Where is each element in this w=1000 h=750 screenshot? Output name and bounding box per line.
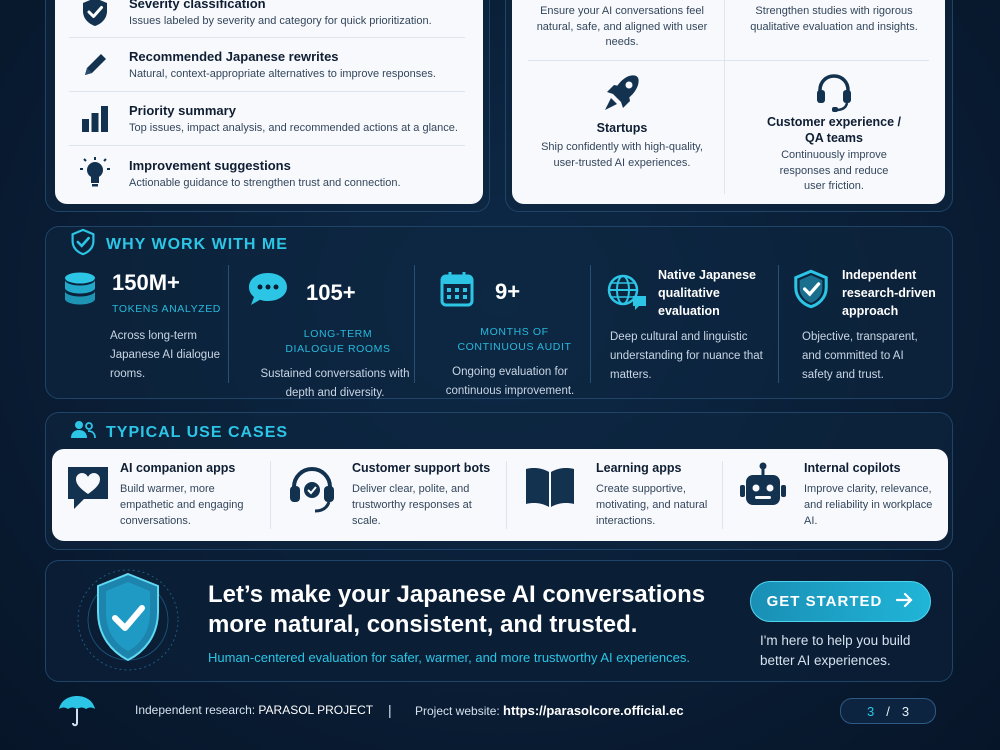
why-header [70,228,288,261]
shield-check-icon [70,228,96,261]
stat-heading: Independent research-driven approach [842,268,936,318]
project-website-link[interactable]: https://parasolcore.official.ec [503,703,684,718]
page-total: 3 [901,703,910,719]
headset-icon [740,70,928,114]
page-current: 3 [866,703,875,719]
grid-divider-h [528,60,929,61]
feature-title: Recommended Japanese rewrites [129,49,339,64]
footer-research [135,703,373,717]
audience-cell-cx [740,70,928,195]
audience-title: Startups [596,121,648,135]
use-cases-title: TYPICAL USE CASES [106,423,289,441]
cta-headline [208,580,705,665]
use-case-desc: Build warmer, more empathetic and engaging conversations. [120,483,244,527]
use-case-item [64,461,269,529]
audience-desc: Ensure your AI conversations feel natural, safe, and aligned with user needs. [536,5,708,48]
audience-card [512,0,945,204]
feature-desc: Actionable guidance to strengthen trust and connection. [129,176,401,189]
feature-title: Improvement suggestions [129,157,291,173]
use-case-desc: Create supportive, motivating, and natural interactions. [596,483,708,527]
use-case-title: Internal copilots [804,461,901,475]
feature-title: Severity classification [129,0,266,11]
get-started-label: GET STARTED [766,593,883,610]
cta-help [760,631,910,671]
stat-desc: Ongoing evaluation for continuous improvement. [445,366,575,397]
use-cases-card [52,449,948,541]
stat-divider [590,265,591,383]
use-case-item [284,461,504,529]
use-case-desc: Improve clarity, relevance, and reliability in workplace AI. [804,483,933,527]
footer-site-label: Project website: [415,704,504,718]
stat-sublabel: MONTHS OF CONTINUOUS AUDIT [457,326,572,353]
stat-months [425,270,590,401]
audience-cell-startups [532,70,712,171]
feature-row [69,38,465,92]
stat-number: 9+ [495,278,521,304]
stat-divider [228,265,229,383]
use-case-item [736,461,941,529]
feature-desc: Top issues, impact analysis, and recommended actions at a glance. [129,122,458,134]
use-case-desc: Deliver clear, polite, and trustworthy responses at scale. [352,483,472,527]
pencil-icon [69,49,121,81]
footer-site [415,703,684,718]
rocket-icon [532,70,712,116]
stat-number: 150M+ [112,270,180,295]
bar-chart-icon [69,103,121,135]
stat-desc: Sustained conversations with depth and diversity. [260,368,410,399]
book-icon [522,461,596,529]
page-separator: / [886,703,890,719]
why-title: WHY WORK WITH ME [106,235,288,253]
get-started-button[interactable] [750,581,931,622]
feature-row [69,146,465,200]
globe-chat-icon [606,270,648,317]
stat-desc: Across long-term Japanese AI dialogue rooms. [110,330,220,380]
audience-cell [532,0,712,51]
stat-desc: Deep cultural and linguistic understanding for nuance that matters. [610,331,763,381]
stat-desc: Objective, transparent, and committed to AI safety and trust. [802,331,918,381]
use-case-divider [506,461,507,529]
feature-title: Priority summary [129,103,236,118]
stat-divider [414,265,415,383]
grid-divider-v [724,0,725,194]
feature-row [69,92,465,146]
shield-check-icon [792,268,830,315]
calendar-icon [439,270,475,313]
users-icon [70,418,96,447]
stat-divider [778,265,779,383]
use-cases-header [70,418,288,447]
use-case-divider [270,461,271,529]
audience-desc: Strengthen studies with rigorous qualitative evaluation and insights. [750,5,918,33]
stat-number: 105+ [306,279,356,305]
cta-help-line-2: better AI experiences. [760,653,891,668]
audience-desc: Ship confidently with high-quality, user-trusted AI experiences. [541,141,703,169]
umbrella-logo [56,694,98,733]
use-case-item [522,461,722,529]
headset-icon [284,461,352,529]
stat-sublabel: TOKENS ANALYZED [112,303,221,315]
footer-research-label: Independent research: [135,703,259,717]
stat-tokens [62,270,224,384]
cta-line-1: Let’s make your Japanese AI conversations [208,581,706,608]
footer-divider: | [388,702,392,718]
use-case-title: AI companion apps [120,461,236,475]
feature-desc: Issues labeled by severity and category for quick prioritization. [129,15,432,27]
use-case-divider [722,461,723,529]
stat-native [606,266,774,385]
footer-research-name: PARASOL PROJECT [258,703,374,717]
cta-line-2: more natural, consistent, and trusted. [208,611,638,638]
use-case-title: Customer support bots [352,461,491,475]
robot-icon [736,461,804,529]
heart-chat-icon [64,461,120,529]
stat-rooms [240,270,425,403]
stat-heading: Native Japanese qualitative evaluation [658,268,756,318]
feature-row [69,0,465,38]
deliverables-card [55,0,483,204]
lightbulb-icon [69,156,121,190]
audience-title: Customer experience / QA teams [766,115,902,145]
shield-check-icon [70,566,186,679]
feature-desc: Natural, context-appropriate alternatives to improve responses. [129,68,436,80]
chat-bubble-icon [246,270,290,315]
shield-check-icon [69,0,121,28]
page-indicator [840,698,936,724]
use-case-title: Learning apps [596,461,682,475]
database-icon [62,271,98,316]
audience-desc: Continuously improve responses and reduce user friction. [779,149,889,192]
cta-help-line-1: I'm here to help you build [760,633,911,648]
cta-subtitle: Human-centered evaluation for safer, warmer, and more trustworthy AI experiences. [208,650,690,665]
audience-cell [740,0,928,35]
stat-independent [792,266,947,385]
stat-sublabel: LONG-TERM DIALOGUE ROOMS [285,328,391,355]
arrow-right-icon [896,592,914,612]
